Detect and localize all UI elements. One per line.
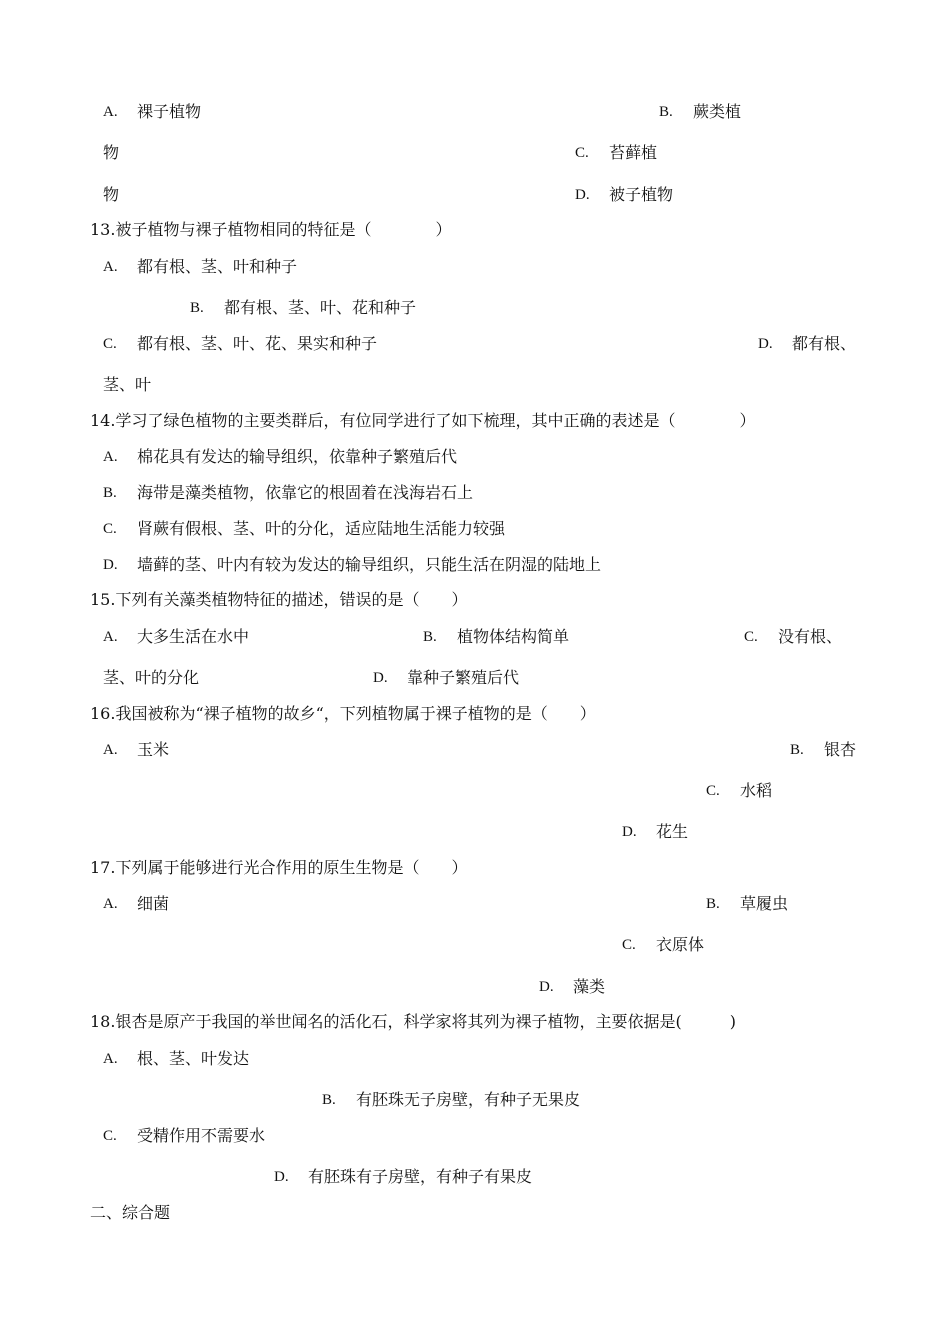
q17-option-d-letter: D. bbox=[539, 979, 554, 995]
q17-option-a-letter: A. bbox=[103, 896, 118, 912]
q16-option-b-text: 银杏 bbox=[824, 740, 857, 759]
q14-stem: 14.学习了绿色植物的主要类群后，有位同学进行了如下梳理，其中正确的表述是（ ） bbox=[90, 411, 756, 430]
q15-option-c-text: 没有根、 bbox=[778, 627, 843, 646]
q18-option-c-text: 受精作用不需要水 bbox=[137, 1126, 266, 1145]
q16-option-a-text: 玉米 bbox=[137, 740, 170, 759]
q14-option-b-text: 海带是藻类植物，依靠它的根固着在浅海岩石上 bbox=[137, 483, 474, 502]
q15-option-d-letter: D. bbox=[373, 670, 388, 686]
q12-option-d-letter: D. bbox=[575, 187, 590, 203]
q17-option-c-text: 衣原体 bbox=[656, 935, 705, 954]
q12-option-c-letter: C. bbox=[575, 145, 589, 161]
q16-option-c-letter: C. bbox=[706, 783, 720, 799]
q14-option-c-letter: C. bbox=[103, 521, 117, 537]
q17-option-b-text: 草履虫 bbox=[740, 894, 789, 913]
q15-option-d-text: 靠种子繁殖后代 bbox=[407, 668, 520, 687]
q12-option-b-wrap: 物 bbox=[103, 143, 120, 162]
q16-option-a-letter: A. bbox=[103, 742, 118, 758]
q12-option-b-letter: B. bbox=[659, 104, 673, 120]
q18-option-b-letter: B. bbox=[322, 1092, 336, 1108]
q15-option-c-wrap: 茎、叶的分化 bbox=[103, 668, 200, 687]
q14-option-d-letter: D. bbox=[103, 557, 118, 573]
q18-option-c-letter: C. bbox=[103, 1128, 117, 1144]
q18-option-d-text: 有胚珠有子房壁，有种子有果皮 bbox=[308, 1167, 533, 1186]
q18-option-d-letter: D. bbox=[274, 1169, 289, 1185]
q13-option-d-letter: D. bbox=[758, 336, 773, 352]
q16-option-d-text: 花生 bbox=[656, 822, 689, 841]
q15-option-a-text: 大多生活在水中 bbox=[137, 627, 250, 646]
q13-option-a-letter: A. bbox=[103, 259, 118, 275]
q13-option-c-letter: C. bbox=[103, 336, 117, 352]
q13-option-c-text: 都有根、茎、叶、花、果实和种子 bbox=[137, 334, 378, 353]
q18-option-a-text: 根、茎、叶发达 bbox=[137, 1049, 250, 1068]
q13-stem: 13.被子植物与裸子植物相同的特征是（ ） bbox=[90, 220, 452, 239]
q18-option-a-letter: A. bbox=[103, 1051, 118, 1067]
q12-option-c-text: 苔藓植 bbox=[609, 143, 658, 162]
q16-option-c-text: 水稻 bbox=[740, 781, 773, 800]
q12-option-a-text: 裸子植物 bbox=[137, 102, 202, 121]
q13-option-b-letter: B. bbox=[190, 300, 204, 316]
q13-option-d-wrap: 茎、叶 bbox=[103, 375, 152, 394]
q17-option-d-text: 藻类 bbox=[573, 977, 606, 996]
q15-option-c-letter: C. bbox=[744, 629, 758, 645]
q17-option-b-letter: B. bbox=[706, 896, 720, 912]
q15-option-a-letter: A. bbox=[103, 629, 118, 645]
q14-option-c-text: 肾蕨有假根、茎、叶的分化，适应陆地生活能力较强 bbox=[137, 519, 506, 538]
q18-option-b-text: 有胚珠无子房壁，有种子无果皮 bbox=[356, 1090, 581, 1109]
q15-option-b-letter: B. bbox=[423, 629, 437, 645]
q17-option-a-text: 细菌 bbox=[137, 894, 170, 913]
q16-option-d-letter: D. bbox=[622, 824, 637, 840]
q14-option-a-text: 棉花具有发达的输导组织，依靠种子繁殖后代 bbox=[137, 447, 458, 466]
q12-option-b-text: 蕨类植 bbox=[693, 102, 742, 121]
q14-option-d-text: 墙藓的茎、叶内有较为发达的输导组织，只能生活在阴湿的陆地上 bbox=[137, 555, 602, 574]
q17-stem: 17.下列属于能够进行光合作用的原生生物是（ ） bbox=[90, 858, 468, 877]
q17-option-c-letter: C. bbox=[622, 937, 636, 953]
q15-option-b-text: 植物体结构简单 bbox=[457, 627, 570, 646]
q13-option-a-text: 都有根、茎、叶和种子 bbox=[137, 257, 298, 276]
q13-option-d-text: 都有根、 bbox=[792, 334, 857, 353]
q12-option-c-wrap: 物 bbox=[103, 185, 120, 204]
q12-option-a-letter: A. bbox=[103, 104, 118, 120]
q16-stem: 16.我国被称为“裸子植物的故乡“，下列植物属于裸子植物的是（ ） bbox=[90, 704, 596, 723]
q16-option-b-letter: B. bbox=[790, 742, 804, 758]
q13-option-b-text: 都有根、茎、叶、花和种子 bbox=[224, 298, 417, 317]
q15-stem: 15.下列有关藻类植物特征的描述，错误的是（ ） bbox=[90, 590, 468, 609]
q14-option-a-letter: A. bbox=[103, 449, 118, 465]
section-heading: 二、综合题 bbox=[90, 1203, 171, 1222]
q18-stem: 18.银杏是原产于我国的举世闻名的活化石，科学家将其列为裸子植物，主要依据是( ) bbox=[90, 1012, 736, 1031]
q14-option-b-letter: B. bbox=[103, 485, 117, 501]
q12-option-d-text: 被子植物 bbox=[609, 185, 674, 204]
